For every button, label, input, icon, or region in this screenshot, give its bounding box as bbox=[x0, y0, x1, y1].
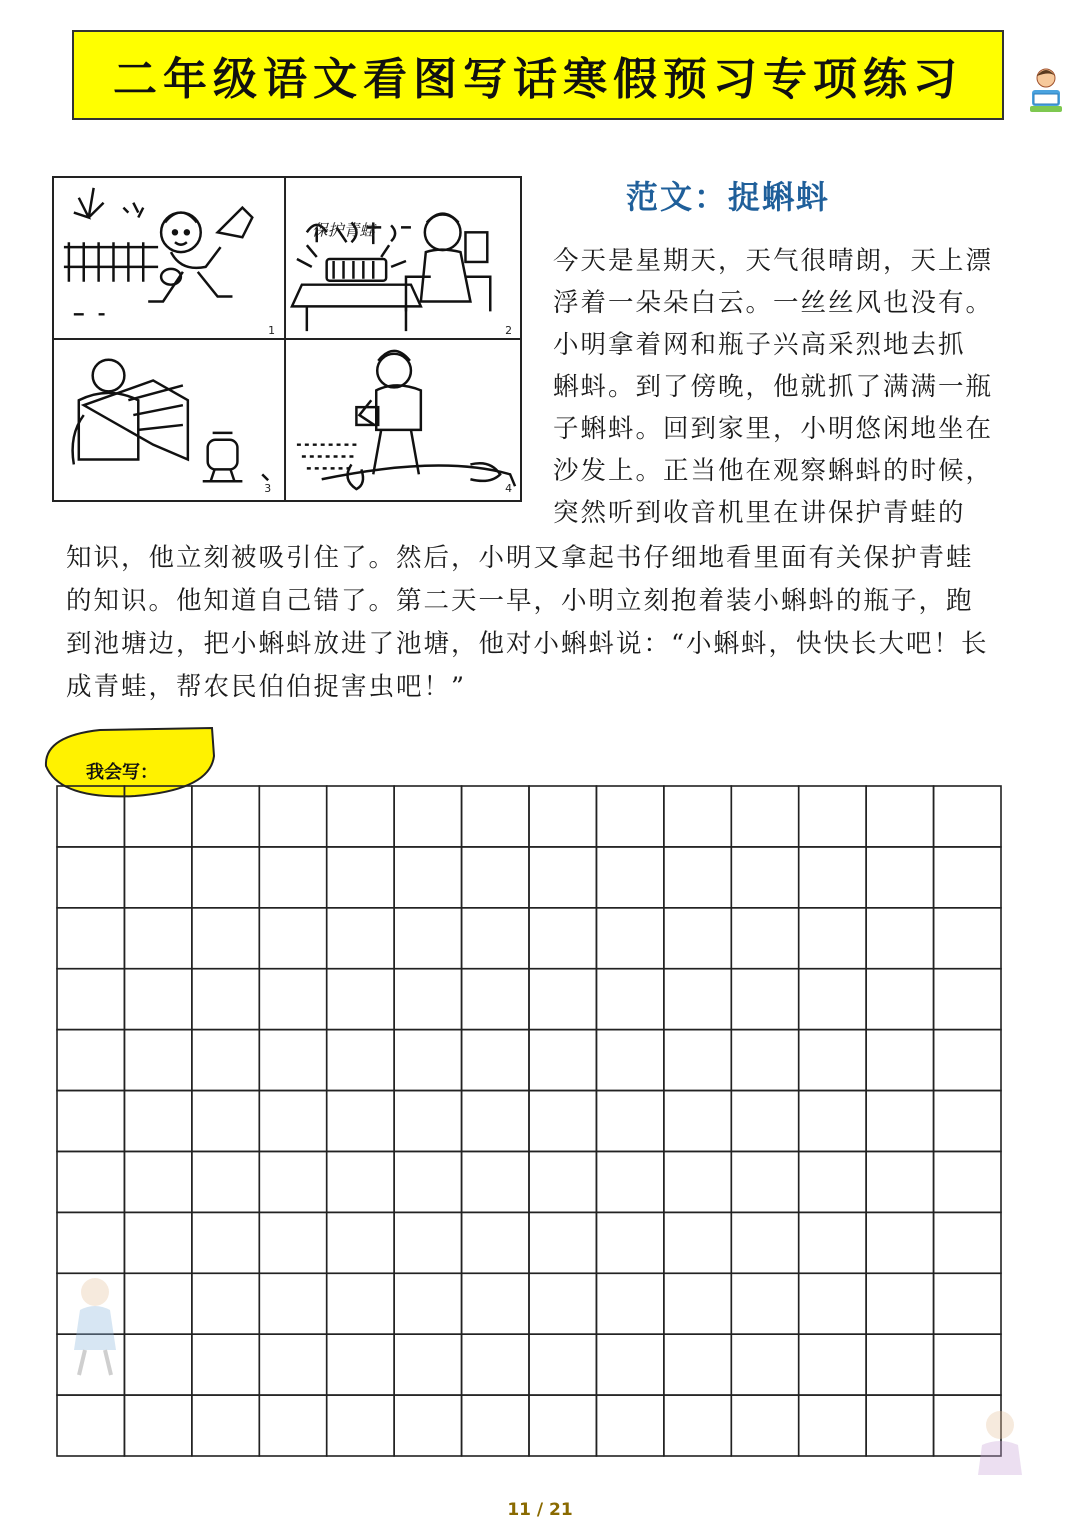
comic-panel-1 bbox=[64, 188, 252, 314]
grid-cell[interactable] bbox=[124, 969, 191, 1030]
grid-cell[interactable] bbox=[192, 1091, 259, 1152]
grid-cell[interactable] bbox=[866, 1273, 933, 1334]
grid-cell[interactable] bbox=[934, 1212, 1001, 1273]
grid-cell[interactable] bbox=[866, 1091, 933, 1152]
grid-cell[interactable] bbox=[934, 1273, 1001, 1334]
grid-cell[interactable] bbox=[192, 786, 259, 847]
grid-cell[interactable] bbox=[327, 1091, 394, 1152]
grid-cell[interactable] bbox=[394, 1151, 461, 1212]
grid-cell[interactable] bbox=[192, 1273, 259, 1334]
grid-cell[interactable] bbox=[124, 847, 191, 908]
grid-cell[interactable] bbox=[259, 1395, 326, 1456]
grid-cell[interactable] bbox=[799, 1334, 866, 1395]
grid-cell[interactable] bbox=[124, 786, 191, 847]
grid-cell[interactable] bbox=[394, 1334, 461, 1395]
grid-cell[interactable] bbox=[934, 969, 1001, 1030]
child-decoration-icon bbox=[960, 1400, 1040, 1480]
grid-cell[interactable] bbox=[124, 1334, 191, 1395]
grid-cell[interactable] bbox=[596, 1151, 663, 1212]
comic-panel-4 bbox=[297, 351, 515, 489]
grid-cell[interactable] bbox=[327, 1030, 394, 1091]
grid-cell[interactable] bbox=[57, 1212, 124, 1273]
grid-cell[interactable] bbox=[866, 1151, 933, 1212]
grid-cell[interactable] bbox=[394, 1273, 461, 1334]
essay-line: 的知识。他知道自己错了。第二天一早，小明立刻抱着装小蝌蚪的瓶子，跑 bbox=[66, 586, 974, 616]
grid-cell[interactable] bbox=[799, 847, 866, 908]
grid-cell[interactable] bbox=[529, 1212, 596, 1273]
grid-cell[interactable] bbox=[596, 1334, 663, 1395]
grid-cell[interactable] bbox=[934, 908, 1001, 969]
grid-cell[interactable] bbox=[124, 1151, 191, 1212]
grid-cell[interactable] bbox=[799, 1091, 866, 1152]
grid-cell[interactable] bbox=[731, 786, 798, 847]
grid-cell[interactable] bbox=[259, 1212, 326, 1273]
grid-cell[interactable] bbox=[57, 847, 124, 908]
grid-cell[interactable] bbox=[327, 1212, 394, 1273]
grid-cell[interactable] bbox=[259, 908, 326, 969]
page-number: 11 / 21 bbox=[507, 1500, 573, 1520]
grid-cell[interactable] bbox=[799, 1395, 866, 1456]
grid-cell[interactable] bbox=[596, 1273, 663, 1334]
grid-cell[interactable] bbox=[124, 908, 191, 969]
essay-line: 沙发上。正当他在观察蝌蚪的时候， bbox=[553, 456, 994, 486]
grid-cell[interactable] bbox=[327, 1395, 394, 1456]
grid-cell[interactable] bbox=[664, 1151, 731, 1212]
grid-cell[interactable] bbox=[596, 1395, 663, 1456]
grid-cell[interactable] bbox=[192, 1212, 259, 1273]
grid-cell[interactable] bbox=[462, 1212, 529, 1273]
grid-cell[interactable] bbox=[934, 847, 1001, 908]
essay-line: 突然听到收音机里在讲保护青蛙的 bbox=[553, 498, 966, 528]
grid-cell[interactable] bbox=[866, 847, 933, 908]
grid-cell[interactable] bbox=[596, 847, 663, 908]
grid-cell[interactable] bbox=[394, 1030, 461, 1091]
grid-cell[interactable] bbox=[462, 1091, 529, 1152]
grid-cell[interactable] bbox=[731, 969, 798, 1030]
grid-cell[interactable] bbox=[799, 1030, 866, 1091]
grid-cell[interactable] bbox=[394, 786, 461, 847]
grid-cell[interactable] bbox=[192, 847, 259, 908]
grid-cell[interactable] bbox=[394, 1212, 461, 1273]
grid-cell[interactable] bbox=[731, 847, 798, 908]
grid-cell[interactable] bbox=[462, 786, 529, 847]
grid-cell[interactable] bbox=[529, 908, 596, 969]
grid-cell[interactable] bbox=[124, 1273, 191, 1334]
essay-line: 小明拿着网和瓶子兴高采烈地去抓 bbox=[553, 330, 966, 360]
essay-line: 今天是星期天，天气很晴朗，天上漂 bbox=[553, 246, 994, 276]
grid-cell[interactable] bbox=[596, 969, 663, 1030]
grid-cell[interactable] bbox=[192, 1334, 259, 1395]
grid-cell[interactable] bbox=[192, 908, 259, 969]
comic-sign-text: 保护青蛙 bbox=[311, 220, 376, 240]
grid-cell[interactable] bbox=[394, 1395, 461, 1456]
grid-cell[interactable] bbox=[731, 1395, 798, 1456]
grid-cell[interactable] bbox=[866, 1030, 933, 1091]
page-title: 二年级语文看图写话寒假预习专项练习 bbox=[113, 54, 963, 105]
header-banner bbox=[72, 30, 1004, 120]
grid-cell[interactable] bbox=[259, 786, 326, 847]
grid-cell[interactable] bbox=[731, 1091, 798, 1152]
grid-cell[interactable] bbox=[799, 786, 866, 847]
grid-cell[interactable] bbox=[529, 969, 596, 1030]
grid-cell[interactable] bbox=[664, 1334, 731, 1395]
grid-cell[interactable] bbox=[192, 969, 259, 1030]
grid-cell[interactable] bbox=[192, 1395, 259, 1456]
grid-cell[interactable] bbox=[934, 786, 1001, 847]
grid-cell[interactable] bbox=[124, 1030, 191, 1091]
grid-cell[interactable] bbox=[934, 1030, 1001, 1091]
child-decoration-icon bbox=[60, 1270, 130, 1380]
grid-cell[interactable] bbox=[596, 908, 663, 969]
grid-cell[interactable] bbox=[57, 786, 124, 847]
grid-cell[interactable] bbox=[866, 908, 933, 969]
grid-cell[interactable] bbox=[57, 908, 124, 969]
essay-line: 到池塘边，把小蝌蚪放进了池塘，他对小蝌蚪说：“小蝌蚪，快快长大吧！长 bbox=[66, 629, 989, 659]
grid-cell[interactable] bbox=[664, 1030, 731, 1091]
grid-cell[interactable] bbox=[327, 1334, 394, 1395]
grid-cell[interactable] bbox=[57, 1395, 124, 1456]
grid-cell[interactable] bbox=[462, 1273, 529, 1334]
grid-cell[interactable] bbox=[799, 1212, 866, 1273]
essay-line: 蝌蚪。到了傍晚，他就抓了满满一瓶 bbox=[553, 372, 994, 402]
grid-cell[interactable] bbox=[866, 1334, 933, 1395]
grid-cell[interactable] bbox=[124, 1395, 191, 1456]
grid-cell[interactable] bbox=[731, 1030, 798, 1091]
grid-cell[interactable] bbox=[731, 1334, 798, 1395]
grid-cell[interactable] bbox=[57, 969, 124, 1030]
grid-cell[interactable] bbox=[799, 908, 866, 969]
essay-line: 浮着一朵朵白云。一丝丝风也没有。 bbox=[553, 288, 994, 318]
comic-strip bbox=[52, 176, 522, 502]
grid-cell[interactable] bbox=[462, 908, 529, 969]
grid-cell[interactable] bbox=[731, 908, 798, 969]
grid-cell[interactable] bbox=[664, 1091, 731, 1152]
grid-cell[interactable] bbox=[259, 1273, 326, 1334]
reading-kid-icon bbox=[1024, 64, 1068, 114]
grid-cell[interactable] bbox=[462, 1151, 529, 1212]
grid-cell[interactable] bbox=[596, 786, 663, 847]
grid-cell[interactable] bbox=[934, 1151, 1001, 1212]
grid-cell[interactable] bbox=[934, 1091, 1001, 1152]
grid-cell[interactable] bbox=[529, 847, 596, 908]
grid-cell[interactable] bbox=[731, 1273, 798, 1334]
comic-number-2: 2 bbox=[505, 324, 513, 338]
grid-cell[interactable] bbox=[259, 1091, 326, 1152]
grid-cell[interactable] bbox=[327, 1151, 394, 1212]
grid-cell[interactable] bbox=[462, 847, 529, 908]
essay-line: 成青蛙，帮农民伯伯捉害虫吧！” bbox=[66, 672, 467, 702]
grid-cell[interactable] bbox=[664, 1212, 731, 1273]
grid-cell[interactable] bbox=[327, 847, 394, 908]
grid-cell[interactable] bbox=[57, 1091, 124, 1152]
grid-cell[interactable] bbox=[394, 908, 461, 969]
grid-cell[interactable] bbox=[57, 1030, 124, 1091]
grid-cell[interactable] bbox=[596, 1091, 663, 1152]
comic-number-4: 4 bbox=[505, 482, 513, 496]
essay-line: 子蝌蚪。回到家里，小明悠闲地坐在 bbox=[553, 414, 994, 444]
grid-cell[interactable] bbox=[124, 1212, 191, 1273]
grid-cell[interactable] bbox=[259, 1334, 326, 1395]
grid-cell[interactable] bbox=[259, 969, 326, 1030]
grid-cell[interactable] bbox=[529, 1273, 596, 1334]
grid-cell[interactable] bbox=[731, 1212, 798, 1273]
grid-cell[interactable] bbox=[124, 1091, 191, 1152]
grid-cell[interactable] bbox=[664, 969, 731, 1030]
grid-cell[interactable] bbox=[259, 1030, 326, 1091]
grid-cell[interactable] bbox=[866, 1395, 933, 1456]
grid-cell[interactable] bbox=[327, 908, 394, 969]
grid-cell[interactable] bbox=[529, 1334, 596, 1395]
grid-cell[interactable] bbox=[259, 1151, 326, 1212]
grid-cell[interactable] bbox=[529, 1395, 596, 1456]
grid-cell[interactable] bbox=[462, 1030, 529, 1091]
essay-title: 范文：捉蝌蚪 bbox=[626, 178, 831, 216]
grid-cell[interactable] bbox=[192, 1151, 259, 1212]
writing-grid[interactable] bbox=[56, 785, 1002, 1457]
comic-number-1: 1 bbox=[268, 324, 276, 338]
grid-cell[interactable] bbox=[394, 969, 461, 1030]
grid-cell[interactable] bbox=[664, 1273, 731, 1334]
grid-cell[interactable] bbox=[664, 1395, 731, 1456]
grid-cell[interactable] bbox=[327, 786, 394, 847]
grid-cell[interactable] bbox=[596, 1212, 663, 1273]
comic-number-3: 3 bbox=[264, 482, 272, 496]
grid-cell[interactable] bbox=[799, 1273, 866, 1334]
grid-cell[interactable] bbox=[934, 1334, 1001, 1395]
grid-cell[interactable] bbox=[799, 1151, 866, 1212]
grid-cell[interactable] bbox=[57, 1151, 124, 1212]
grid-cell[interactable] bbox=[529, 1151, 596, 1212]
grid-cell[interactable] bbox=[462, 1395, 529, 1456]
write-label: 我会写： bbox=[86, 762, 158, 783]
grid-cell[interactable] bbox=[462, 1334, 529, 1395]
grid-cell[interactable] bbox=[866, 1212, 933, 1273]
grid-cell[interactable] bbox=[664, 786, 731, 847]
grid-cell[interactable] bbox=[596, 1030, 663, 1091]
grid-cell[interactable] bbox=[731, 1151, 798, 1212]
grid-cell[interactable] bbox=[462, 969, 529, 1030]
grid-cell[interactable] bbox=[529, 786, 596, 847]
grid-cell[interactable] bbox=[866, 969, 933, 1030]
grid-cell[interactable] bbox=[866, 786, 933, 847]
grid-cell[interactable] bbox=[259, 847, 326, 908]
grid-cell[interactable] bbox=[529, 1091, 596, 1152]
grid-cell[interactable] bbox=[394, 1091, 461, 1152]
comic-panel-3 bbox=[73, 360, 269, 481]
grid-cell[interactable] bbox=[664, 908, 731, 969]
grid-cell[interactable] bbox=[394, 847, 461, 908]
grid-cell[interactable] bbox=[192, 1030, 259, 1091]
grid-cell[interactable] bbox=[664, 847, 731, 908]
essay-line: 知识，他立刻被吸引住了。然后，小明又拿起书仔细地看里面有关保护青蛙 bbox=[66, 543, 974, 573]
grid-cell[interactable] bbox=[799, 969, 866, 1030]
grid-cell[interactable] bbox=[529, 1030, 596, 1091]
grid-cell[interactable] bbox=[327, 969, 394, 1030]
grid-cell[interactable] bbox=[327, 1273, 394, 1334]
